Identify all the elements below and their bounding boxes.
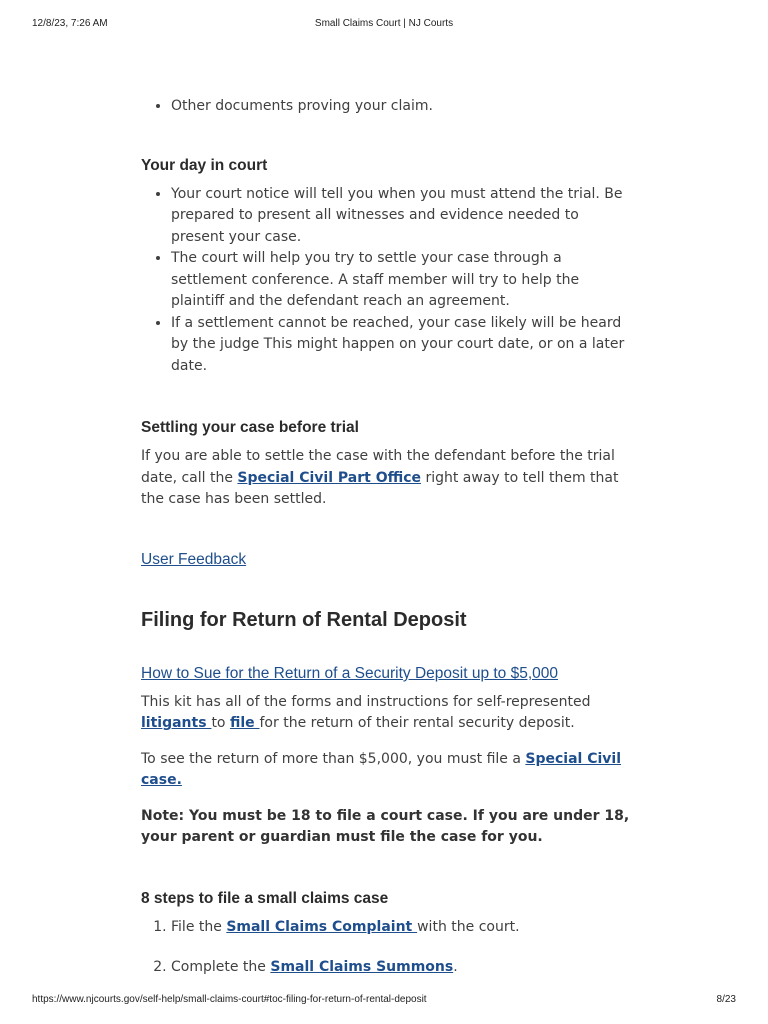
- small-claims-complaint-link[interactable]: Small Claims Complaint: [226, 918, 418, 935]
- print-url: https://www.njcourts.gov/self-help/small-claims-court#toc-filing-for-return-of-rental-deposit: [32, 994, 427, 1005]
- list-item: 2. Complete the Small Claims Summons.: [171, 957, 631, 979]
- more-than-paragraph: To see the return of more than $5,000, you must file a Special Civil case.: [141, 750, 621, 788]
- kit-paragraph: This kit has all of the forms and instructions for self-represented litigants to file for the return of their rental security deposit.: [141, 693, 591, 731]
- print-footer: [0, 994, 768, 1008]
- settling-heading: Settling your case before trial: [141, 419, 359, 436]
- file-link[interactable]: file: [229, 715, 260, 731]
- day-in-court-heading: Your day in court: [141, 156, 268, 174]
- age-note: Note: You must be 18 to file a court case. If you are under 18, your parent or guardian must file the case for you.: [141, 807, 630, 845]
- print-title: Small Claims Court | NJ Courts: [314, 18, 454, 29]
- user-feedback-link[interactable]: User Feedback: [141, 550, 247, 568]
- print-header: [0, 18, 768, 32]
- rental-deposit-heading: Filing for Return of Rental Deposit: [141, 609, 467, 631]
- steps-list: [141, 917, 631, 979]
- print-page-number: 8/23: [716, 994, 736, 1005]
- list-item: • If a settlement cannot be reached, your case likely will be heard by the judge This might happen on your court date, or on a later date.: [171, 313, 631, 378]
- list-item: • Your court notice will tell you when you must attend the trial. Be prepared to present all witnesses and evidence needed to present your case.: [171, 184, 631, 249]
- litigants-link[interactable]: litigants: [141, 715, 212, 731]
- list-item: 1. File the Small Claims Complaint with the court.: [171, 917, 631, 939]
- special-civil-part-office-link[interactable]: Special Civil Part Office: [237, 469, 422, 486]
- steps-heading: 8 steps to file a small claims case: [141, 889, 389, 907]
- print-datetime: 12/8/23, 7:26 AM: [32, 18, 108, 29]
- day-in-court-list: [141, 184, 631, 378]
- page-content: [141, 96, 631, 979]
- special-civil-case-link[interactable]: Special Civil case.: [141, 750, 621, 788]
- settling-paragraph: If you are able to settle the case with the defendant before the trial date, call the Special Civil Part Office right away to tell them that the case has been settled.: [141, 448, 619, 507]
- security-deposit-kit-link[interactable]: How to Sue for the Return of a Security Deposit up to $5,000: [141, 665, 559, 682]
- list-item: • The court will help you try to settle your case through a settlement conference. A staff member will try to help the plaintiff and the defendant reach an agreement.: [171, 248, 631, 313]
- small-claims-summons-link[interactable]: Small Claims Summons: [270, 959, 454, 975]
- list-item: • Other documents proving your claim.: [171, 96, 631, 118]
- documents-list: [141, 96, 631, 118]
